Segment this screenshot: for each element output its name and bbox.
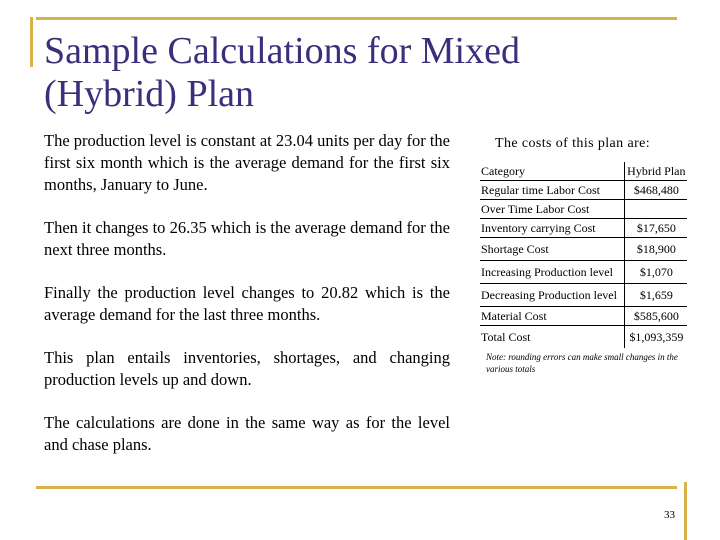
page-number: 33 bbox=[664, 509, 675, 521]
row-category: Total Cost bbox=[480, 326, 624, 349]
paragraph-calculations: The calculations are done in the same way as for the level and chase plans. bbox=[44, 413, 450, 454]
paragraph-change-level: Then it changes to 26.35 which is the average demand for the next three months. bbox=[44, 218, 450, 259]
frame-left-rule bbox=[30, 17, 33, 67]
table-row bbox=[480, 326, 687, 349]
costs-heading: The costs of this plan are: bbox=[495, 136, 651, 151]
rounding-note: Note: rounding errors can make small changes in the various totals bbox=[486, 352, 678, 374]
row-category: Regular time Labor Cost bbox=[480, 181, 624, 200]
cost-table bbox=[480, 162, 687, 348]
frame-bottom-rule bbox=[36, 486, 677, 489]
paragraph-final-level: Finally the production level changes to 20.82 which is the average demand for the last three months. bbox=[44, 283, 450, 324]
table-row bbox=[480, 284, 687, 307]
paragraph-plan-entails: This plan entails inventories, shortages, and changing production levels up and down. bbox=[44, 348, 450, 389]
row-value: $1,093,359 bbox=[624, 326, 687, 349]
row-category: Increasing Production level bbox=[480, 261, 624, 284]
row-category: Inventory carrying Cost bbox=[480, 219, 624, 238]
table-row bbox=[480, 181, 687, 200]
row-category: Material Cost bbox=[480, 307, 624, 326]
frame-top-rule bbox=[36, 17, 677, 20]
header-plan: Hybrid Plan bbox=[624, 162, 687, 181]
row-value: $585,600 bbox=[624, 307, 687, 326]
row-value: $1,659 bbox=[624, 284, 687, 307]
row-category: Shortage Cost bbox=[480, 238, 624, 261]
row-category: Over Time Labor Cost bbox=[480, 200, 624, 219]
row-value: $18,900 bbox=[624, 238, 687, 261]
slide-title bbox=[44, 30, 644, 116]
frame-right-rule bbox=[684, 482, 687, 540]
table-row bbox=[480, 200, 687, 219]
row-value: $17,650 bbox=[624, 219, 687, 238]
table-row bbox=[480, 307, 687, 326]
row-value: $468,480 bbox=[624, 181, 687, 200]
row-value bbox=[624, 200, 687, 219]
header-category: Category bbox=[481, 163, 525, 178]
table-row bbox=[480, 261, 687, 284]
row-category: Decreasing Production level bbox=[480, 284, 624, 307]
table-row bbox=[480, 219, 687, 238]
table-header-row bbox=[480, 162, 687, 181]
body-text bbox=[44, 130, 450, 477]
title-line-2: (Hybrid) Plan bbox=[44, 73, 255, 115]
table-row bbox=[480, 238, 687, 261]
row-value: $1,070 bbox=[624, 261, 687, 284]
paragraph-production-level: The production level is constant at 23.04 units per day for the first six month which is the average demand for the first six months, January to June. bbox=[44, 131, 450, 194]
title-line-1: Sample Calculations for Mixed bbox=[44, 30, 520, 72]
